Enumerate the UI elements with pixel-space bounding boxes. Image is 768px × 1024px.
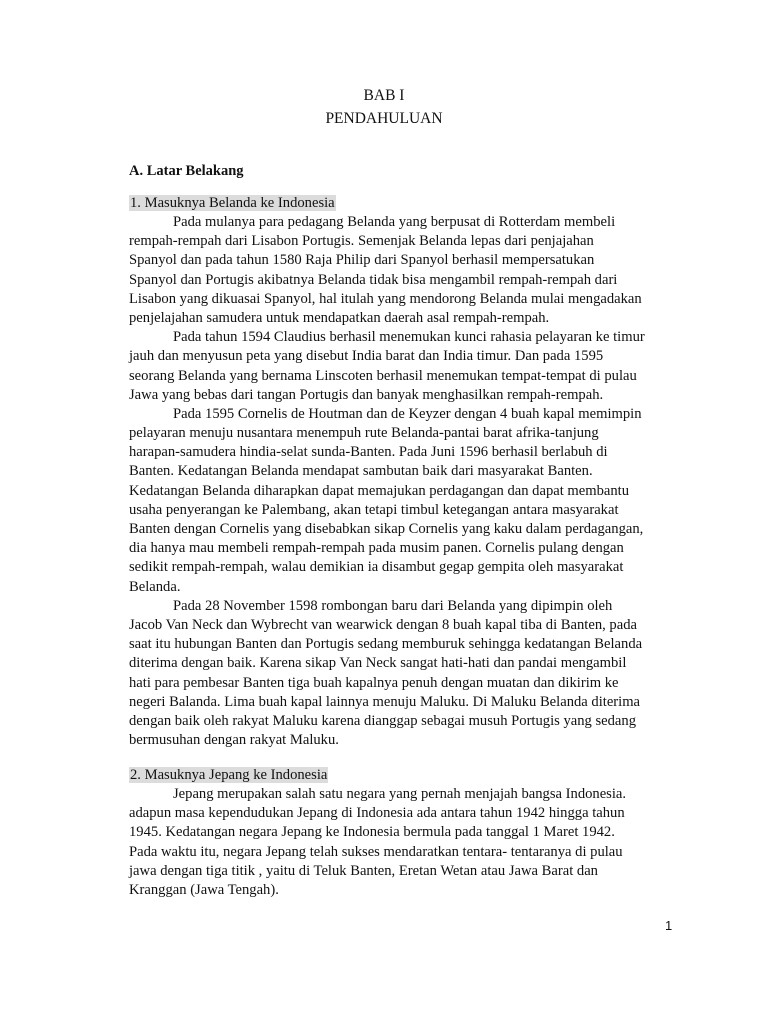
section-title: A. Latar Belakang	[129, 163, 244, 179]
text-line: Spanyol dan pada tahun 1580 Raja Philip dari Spanyol berhasil mempersatukan	[129, 252, 595, 269]
text-line: adapun masa kependudukan Jepang di Indonesia ada antara tahun 1942 hingga tahun	[129, 805, 625, 822]
chapter-number: BAB I	[363, 87, 405, 104]
text-line: Jacob Van Neck dan Wybrecht van wearwick dengan 8 buah kapal tiba di Banten, pada	[129, 616, 637, 633]
subsection-heading-text: 1. Masuknya Belanda ke Indonesia	[130, 195, 335, 211]
text-line: pelayaran menuju nusantara menempuh rute Belanda-pantai barat afrika-tanjung	[129, 425, 599, 442]
text-line: Pada 1595 Cornelis de Houtman dan de Keyzer dengan 4 buah kapal memimpin	[173, 405, 642, 422]
text-line: rempah-rempah dari Lisabon Portugis. Semenjak Belanda lepas dari penjajahan	[129, 233, 594, 250]
text-line: Lisabon yang dikuasai Spanyol, hal itulah yang mendorong Belanda mulai mengadakan	[129, 290, 642, 307]
text-line: penjelajahan samudera untuk mendapatkan daerah asal rempah-rempah.	[129, 309, 550, 326]
subsection-body-jepang	[129, 785, 677, 900]
text-line: Pada waktu itu, negara Jepang telah sukses mendaratkan tentara- tentaranya di pulau	[129, 843, 623, 860]
chapter-title: PENDAHULUAN	[325, 110, 443, 127]
text-line: Banten dengan Cornelis yang disebabkan sikap Cornelis yang kaku dalam perdagangan,	[129, 521, 644, 537]
text-line: usaha penyerangan ke Palembang, akan tetapi timbul ketegangan antara masyarakat	[129, 501, 619, 518]
text-line: jawa dengan tiga titik , yaitu di Teluk Banten, Eretan Wetan atau Jawa Barat dan	[129, 862, 598, 879]
text-line: Pada 28 November 1598 rombongan baru dari Belanda yang dipimpin oleh	[173, 597, 613, 614]
text-line: bermusuhan dengan rakyat Maluku.	[129, 732, 339, 749]
text-line: dengan baik oleh rakyat Maluku karena dianggap sebagai musuh Portugis yang sedang	[129, 712, 636, 729]
text-line: jauh dan menyusun peta yang disebut India barat dan India timur. Dan pada 1595	[129, 348, 604, 365]
text-line: Pada tahun 1594 Claudius berhasil menemukan kunci rahasia pelayaran ke timur	[173, 329, 645, 346]
text-line: saat itu hubungan Banten dan Portugis sedang memburuk sehingga kedatangan Belanda	[129, 636, 643, 653]
subsection-heading-text: 2. Masuknya Jepang ke Indonesia	[130, 767, 328, 783]
text-line: Jawa yang bebas dari tangan Portugis dan banyak menghasilkan rempah-rempah.	[129, 386, 604, 403]
text-line: Banten. Kedatangan Belanda mendapat sambutan baik dari masyarakat Banten.	[129, 463, 593, 480]
text-line: dia hanya mau membeli rempah-rempah pada musim panen. Cornelis pulang dengan	[129, 540, 624, 557]
text-line: diterima dengan baik. Karena sikap Van Neck sangat hati-hati dan pandai mengambil	[129, 655, 627, 672]
subsection-heading-belanda	[129, 194, 336, 213]
text-line: negeri Balanda. Lima buah kapal lainnya menuju Maluku. Di Maluku Belanda diterima	[129, 693, 641, 710]
text-line: Jepang merupakan salah satu negara yang pernah menjajah bangsa Indonesia.	[173, 786, 627, 802]
page-number: 1	[665, 918, 673, 933]
subsection-body-belanda	[129, 213, 677, 750]
text-line: seorang Belanda yang bernama Linscoten berhasil menemukan tempat-tempat di pulau	[129, 367, 637, 384]
text-line: hati para pembesar Banten tiga buah kapalnya penuh dengan muatan dan dikirim ke	[129, 674, 619, 691]
text-line: Kranggan (Jawa Tengah).	[129, 881, 279, 898]
text-line: Kedatangan Belanda diharapkan dapat memajukan perdagangan dan dapat membantu	[129, 482, 630, 499]
text-line: sedikit rempah-rempah, walau demikian ia disambut gegap gempita oleh masyarakat	[129, 559, 624, 576]
subsection-heading-jepang	[129, 766, 328, 785]
text-line: 1945. Kedatangan negara Jepang ke Indonesia bermula pada tanggal 1 Maret 1942.	[129, 824, 615, 841]
text-line: Belanda.	[129, 578, 181, 595]
text-line: harapan-samudera hindia-selat sunda-Banten. Pada Juni 1596 berhasil berlabuh di	[129, 444, 608, 461]
text-line: Pada mulanya para pedagang Belanda yang berpusat di Rotterdam membeli	[173, 214, 616, 230]
text-line: Spanyol dan Portugis akibatnya Belanda tidak bisa mengambil rempah-rempah dari	[129, 271, 618, 288]
